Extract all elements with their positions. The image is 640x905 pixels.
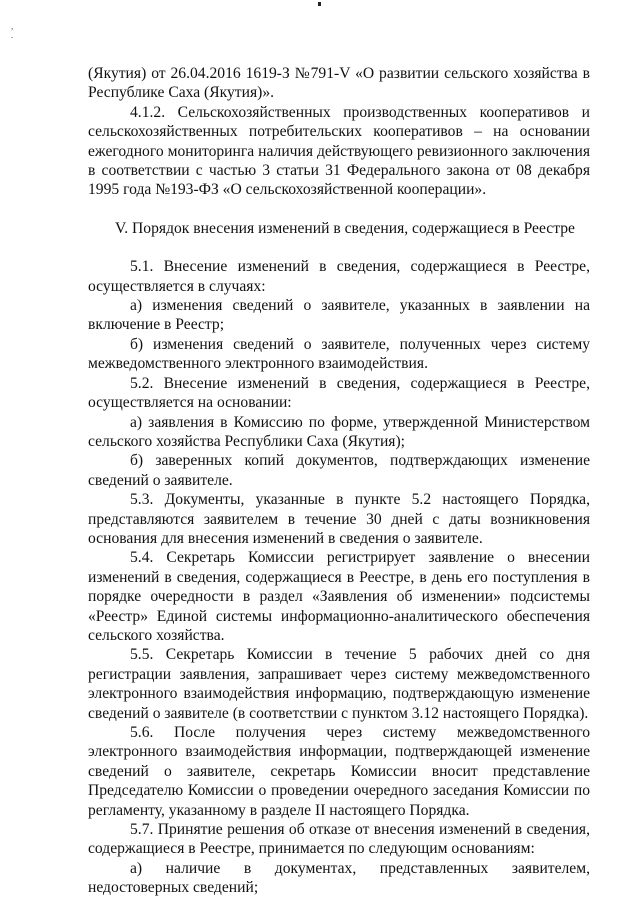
paragraph-continuation: (Якутия) от 26.04.2016 1619-З №791-V «О развитии сельского хозяйства в Республике Саха (Якутия)». bbox=[88, 65, 590, 102]
list-item-5-2-a: а) заявления в Комиссию по форме, утвержденной Министерством сельского хозяйства Республики Саха (Якутия); bbox=[88, 413, 590, 450]
scan-corner-mark: , . bbox=[11, 21, 14, 40]
paragraph-5-7: 5.7. Принятие решения об отказе от внесения изменений в сведения, содержащиеся в Реестре, принимается по следующим основаниям: bbox=[88, 821, 590, 858]
list-item-5-1-b: б) изменения сведений о заявителе, полученных через систему межведомственного электронного взаимодействия. bbox=[88, 335, 590, 373]
paragraph-5-3: 5.3. Документы, указанные в пункте 5.2 настоящего Порядка, представляются заявителем в течение 30 дней с даты возникновения основания для внесения изменений в сведения о заявителе. bbox=[88, 491, 590, 547]
section-heading-v: V. Порядок внесения изменений в сведения, содержащиеся в Реестре bbox=[115, 219, 575, 237]
list-item-5-1-a: а) изменения сведений о заявителе, указанных в заявлении на включение в Реестр; bbox=[88, 297, 590, 334]
paragraph-4-1-2: 4.1.2. Сельскохозяйственных производственных кооперативов и сельскохозяйственных потребительских кооперативов – на основании ежегодного мониторинга наличия действующего ревизионного заключения в соответствии с частью 3 статьи 31 Федерального закона от 08 декабря 1995 года №193-ФЗ «О сельскохозяйственной кооперации». bbox=[88, 103, 590, 199]
paragraph-5-1: 5.1. Внесение изменений в сведения, содержащиеся в Реестре, осуществляется в случаях: bbox=[88, 258, 590, 295]
document-page bbox=[88, 64, 590, 898]
list-item-5-7-a: а) наличие в документах, представленных заявителем, недостоверных сведений; bbox=[88, 859, 590, 897]
scan-mark bbox=[318, 2, 321, 6]
paragraph-5-4: 5.4. Секретарь Комиссии регистрирует заявление о внесении изменений в сведения, содержащиеся в Реестре, в день его поступления в порядке очередности в раздел «Заявления об изменении» подсистемы «Реестр» Единой системы информационно-аналитического обеспечения сельского хозяйства. bbox=[88, 549, 590, 644]
paragraph-5-5: 5.5. Секретарь Комиссии в течение 5 рабочих дней со дня регистрации заявления, запрашивает через систему межведомственного электронного взаимодействия информацию, подтверждающую изменение сведений о заявителе (в соответствии с пунктом 3.12 настоящего Порядка). bbox=[88, 646, 590, 722]
paragraph-5-6: 5.6. После получения через систему межведомственного электронного взаимодействия информации, подтверждающей изменение сведений о заявителе, секретарь Комиссии вносит представление Председателю Комиссии о проведении очередного заседания Комиссии по регламенту, указанному в разделе II настоящего Порядка. bbox=[88, 724, 590, 819]
list-item-5-2-b: б) заверенных копий документов, подтверждающих изменение сведений о заявителе. bbox=[88, 452, 590, 489]
paragraph-5-2: 5.2. Внесение изменений в сведения, содержащиеся в Реестре, осуществляется на основании: bbox=[88, 374, 590, 412]
